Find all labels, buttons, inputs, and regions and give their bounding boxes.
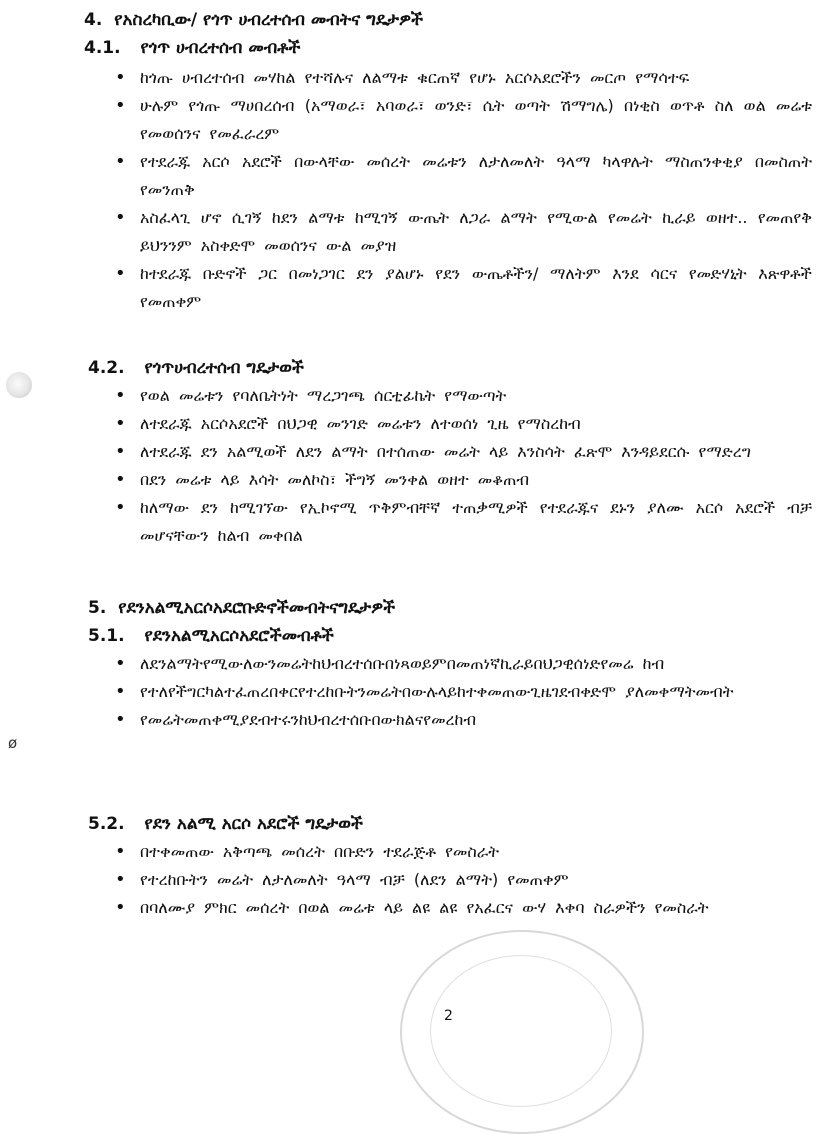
list-item-text: ለደንልማትየሚውለውንመሬትከህብረተሰቡበነጻወይምበመጠነኛኪራይበህጋዊሰነድየመሬ ከብ <box>140 654 665 673</box>
bullet-icon: • <box>115 709 126 730</box>
subsection-5-2-heading <box>88 814 363 834</box>
bullet-icon: • <box>115 385 126 406</box>
subsection-title: የደን አልሚ አርሶ አደሮች ግዴታወች <box>144 814 363 834</box>
duties-list-4-2 <box>112 382 812 550</box>
list-item <box>112 838 812 866</box>
bullet-icon: • <box>115 151 126 172</box>
section-title: የደንአልሚአርሶአደሮቡድኖችመብትናግዴታዎች <box>118 598 396 618</box>
list-item <box>112 410 812 438</box>
bullet-icon: • <box>115 469 126 490</box>
list-item <box>112 894 812 922</box>
section-title: የአስረካቢው/ የጎጥ ሀብረተሰብ መብትና ግዴታዎች <box>114 10 423 30</box>
list-item <box>112 466 812 494</box>
list-item <box>112 706 812 734</box>
subsection-4-1-heading <box>84 38 300 58</box>
list-item-text: የወል መሬቱን የባለቤትነት ማረጋገጫ ሰርቲፊኬት የማውጣት <box>140 386 507 405</box>
list-item-text: ለተደራጁ አርሶአደሮች በህጋዊ መንገድ መሬቱን ለተወሰነ ጊዜ የማስረከብ <box>140 414 581 433</box>
list-item-text: የተደራጁ አርሶ አደሮች በውላቸው መሰረት መሬቱን ለታለመለት ዓላማ ካላዋሉት ማስጠንቀቂያ በመስጠት የመንጠቅ <box>140 152 812 199</box>
duties-list-5-2 <box>112 838 812 922</box>
bullet-icon: • <box>115 263 126 284</box>
section-number: 5. <box>88 598 107 618</box>
list-item <box>112 494 812 550</box>
list-item <box>112 204 812 260</box>
bullet-icon: • <box>115 653 126 674</box>
list-item-text: የመሬትመጠቀሚያደብተሩንከህብረተሰቡበውክልናየመረከብ <box>140 710 477 729</box>
bullet-icon: • <box>115 441 126 462</box>
margin-mark: ø <box>8 734 18 752</box>
list-item-text: በባለሙያ ምክር መሰረት በወል መሬቱ ላይ ልዩ ልዩ የአፈርና ውሃ እቀባ ስራዎችን የመስራት <box>140 898 709 917</box>
list-item-text: አስፈላጊ ሆኖ ሲገኝ ከደን ልማቱ ከሚገኝ ውጤት ለጋራ ልማት የሚውል የመሬት ኪራይ ወዘተ.. የመጠየቅ ይህንንም አስቀድሞ መወሰንና ውል መያዝ <box>140 208 812 255</box>
subsection-title: የደንአልሚአርሶአደሮችመብቶች <box>144 626 334 646</box>
stamp-seal-inner <box>430 955 612 1107</box>
list-item <box>112 64 812 92</box>
list-item-text: የተረከቡትን መሬት ለታለመለት ዓላማ ብቻ (ለደን ልማት) የመጠቀም <box>140 870 569 889</box>
subsection-number: 4.2. <box>88 358 125 378</box>
list-item-text: ከለማው ደን ከሚገኘው የኢኮኖሚ ጥቅምብቸኛ ተጠቃሚዎች የተደራጁና ደኑን ያለሙ አርሶ አደሮች ብቻ መሆናቸውን ከልብ መቀበል <box>140 498 812 545</box>
list-item <box>112 866 812 894</box>
bullet-icon: • <box>115 207 126 228</box>
section-number: 4. <box>84 10 103 30</box>
subsection-5-1-heading <box>88 626 334 646</box>
list-item <box>112 148 812 204</box>
list-item-text: በተቀመጠው አቅጣጫ መሰረት በቡድን ተደራጅቶ የመስራት <box>140 842 500 861</box>
rights-list-5-1 <box>112 650 812 734</box>
section-4-heading <box>84 10 423 30</box>
page-number: 2 <box>444 1008 453 1024</box>
list-item-text: ለተደራጁ ደን አልሚወች ለደን ልማት በተሰጠው መሬት ላይ እንስሳት ፈጽሞ እንዳይደርሱ የማድረግ <box>140 442 752 461</box>
list-item-text: በደን መሬቱ ላይ እሳት መለኮስ፣ ችግኝ መንቀል ወዘተ መቆጠብ <box>140 470 530 489</box>
subsection-number: 4.1. <box>84 38 121 58</box>
list-item <box>112 678 812 706</box>
list-item <box>112 438 812 466</box>
subsection-title: የጎጥ ሀብረተሰብ መብቶች <box>140 38 301 58</box>
bullet-icon: • <box>115 95 126 116</box>
list-item <box>112 260 812 316</box>
punch-hole-top <box>6 372 32 398</box>
subsection-number: 5.1. <box>88 626 125 646</box>
bullet-icon: • <box>115 841 126 862</box>
list-item-text: ሁሉም የጎጡ ማሀበረሰብ (አማወራ፣ አባወራ፣ ወንድ፣ ሴት ወጣት ሽማግሌ) በነቂስ ወጥቶ ስለ ወል መሬቱ የመወሰንና የመፈራረም <box>140 96 812 143</box>
list-item-text: ከተደራጁ ቡድኖች ጋር በመነጋገር ደን ያልሆኑ የደን ውጤቶችን/ ማለትም እንደ ሳርና የመድሃኒት እጽዋቶች የመጠቀም <box>140 264 812 311</box>
list-item-text: የተለየችግርካልተፈጠረበቀርየተረከቡትንመሬትበውሉላይከተቀመጠውጊዜገደብቀድሞ ያለመቀማትመብት <box>140 682 734 701</box>
subsection-number: 5.2. <box>88 814 125 834</box>
list-item <box>112 650 812 678</box>
rights-list-4-1 <box>112 64 812 316</box>
bullet-icon: • <box>115 869 126 890</box>
list-item-text: ከጎጡ ሀብረተሰብ መሃከል የተሻሉና ለልማቱ ቁርጠኛ የሆኑ አርሶአደሮችን መርጦ የማሳተፍ <box>140 68 690 87</box>
bullet-icon: • <box>115 67 126 88</box>
bullet-icon: • <box>115 497 126 518</box>
subsection-title: የጎጥሀብረተሰብ ግዴታወች <box>144 358 304 378</box>
bullet-icon: • <box>115 413 126 434</box>
section-5-heading <box>88 598 395 618</box>
list-item <box>112 92 812 148</box>
bullet-icon: • <box>115 897 126 918</box>
list-item <box>112 382 812 410</box>
bullet-icon: • <box>115 681 126 702</box>
subsection-4-2-heading <box>88 358 304 378</box>
